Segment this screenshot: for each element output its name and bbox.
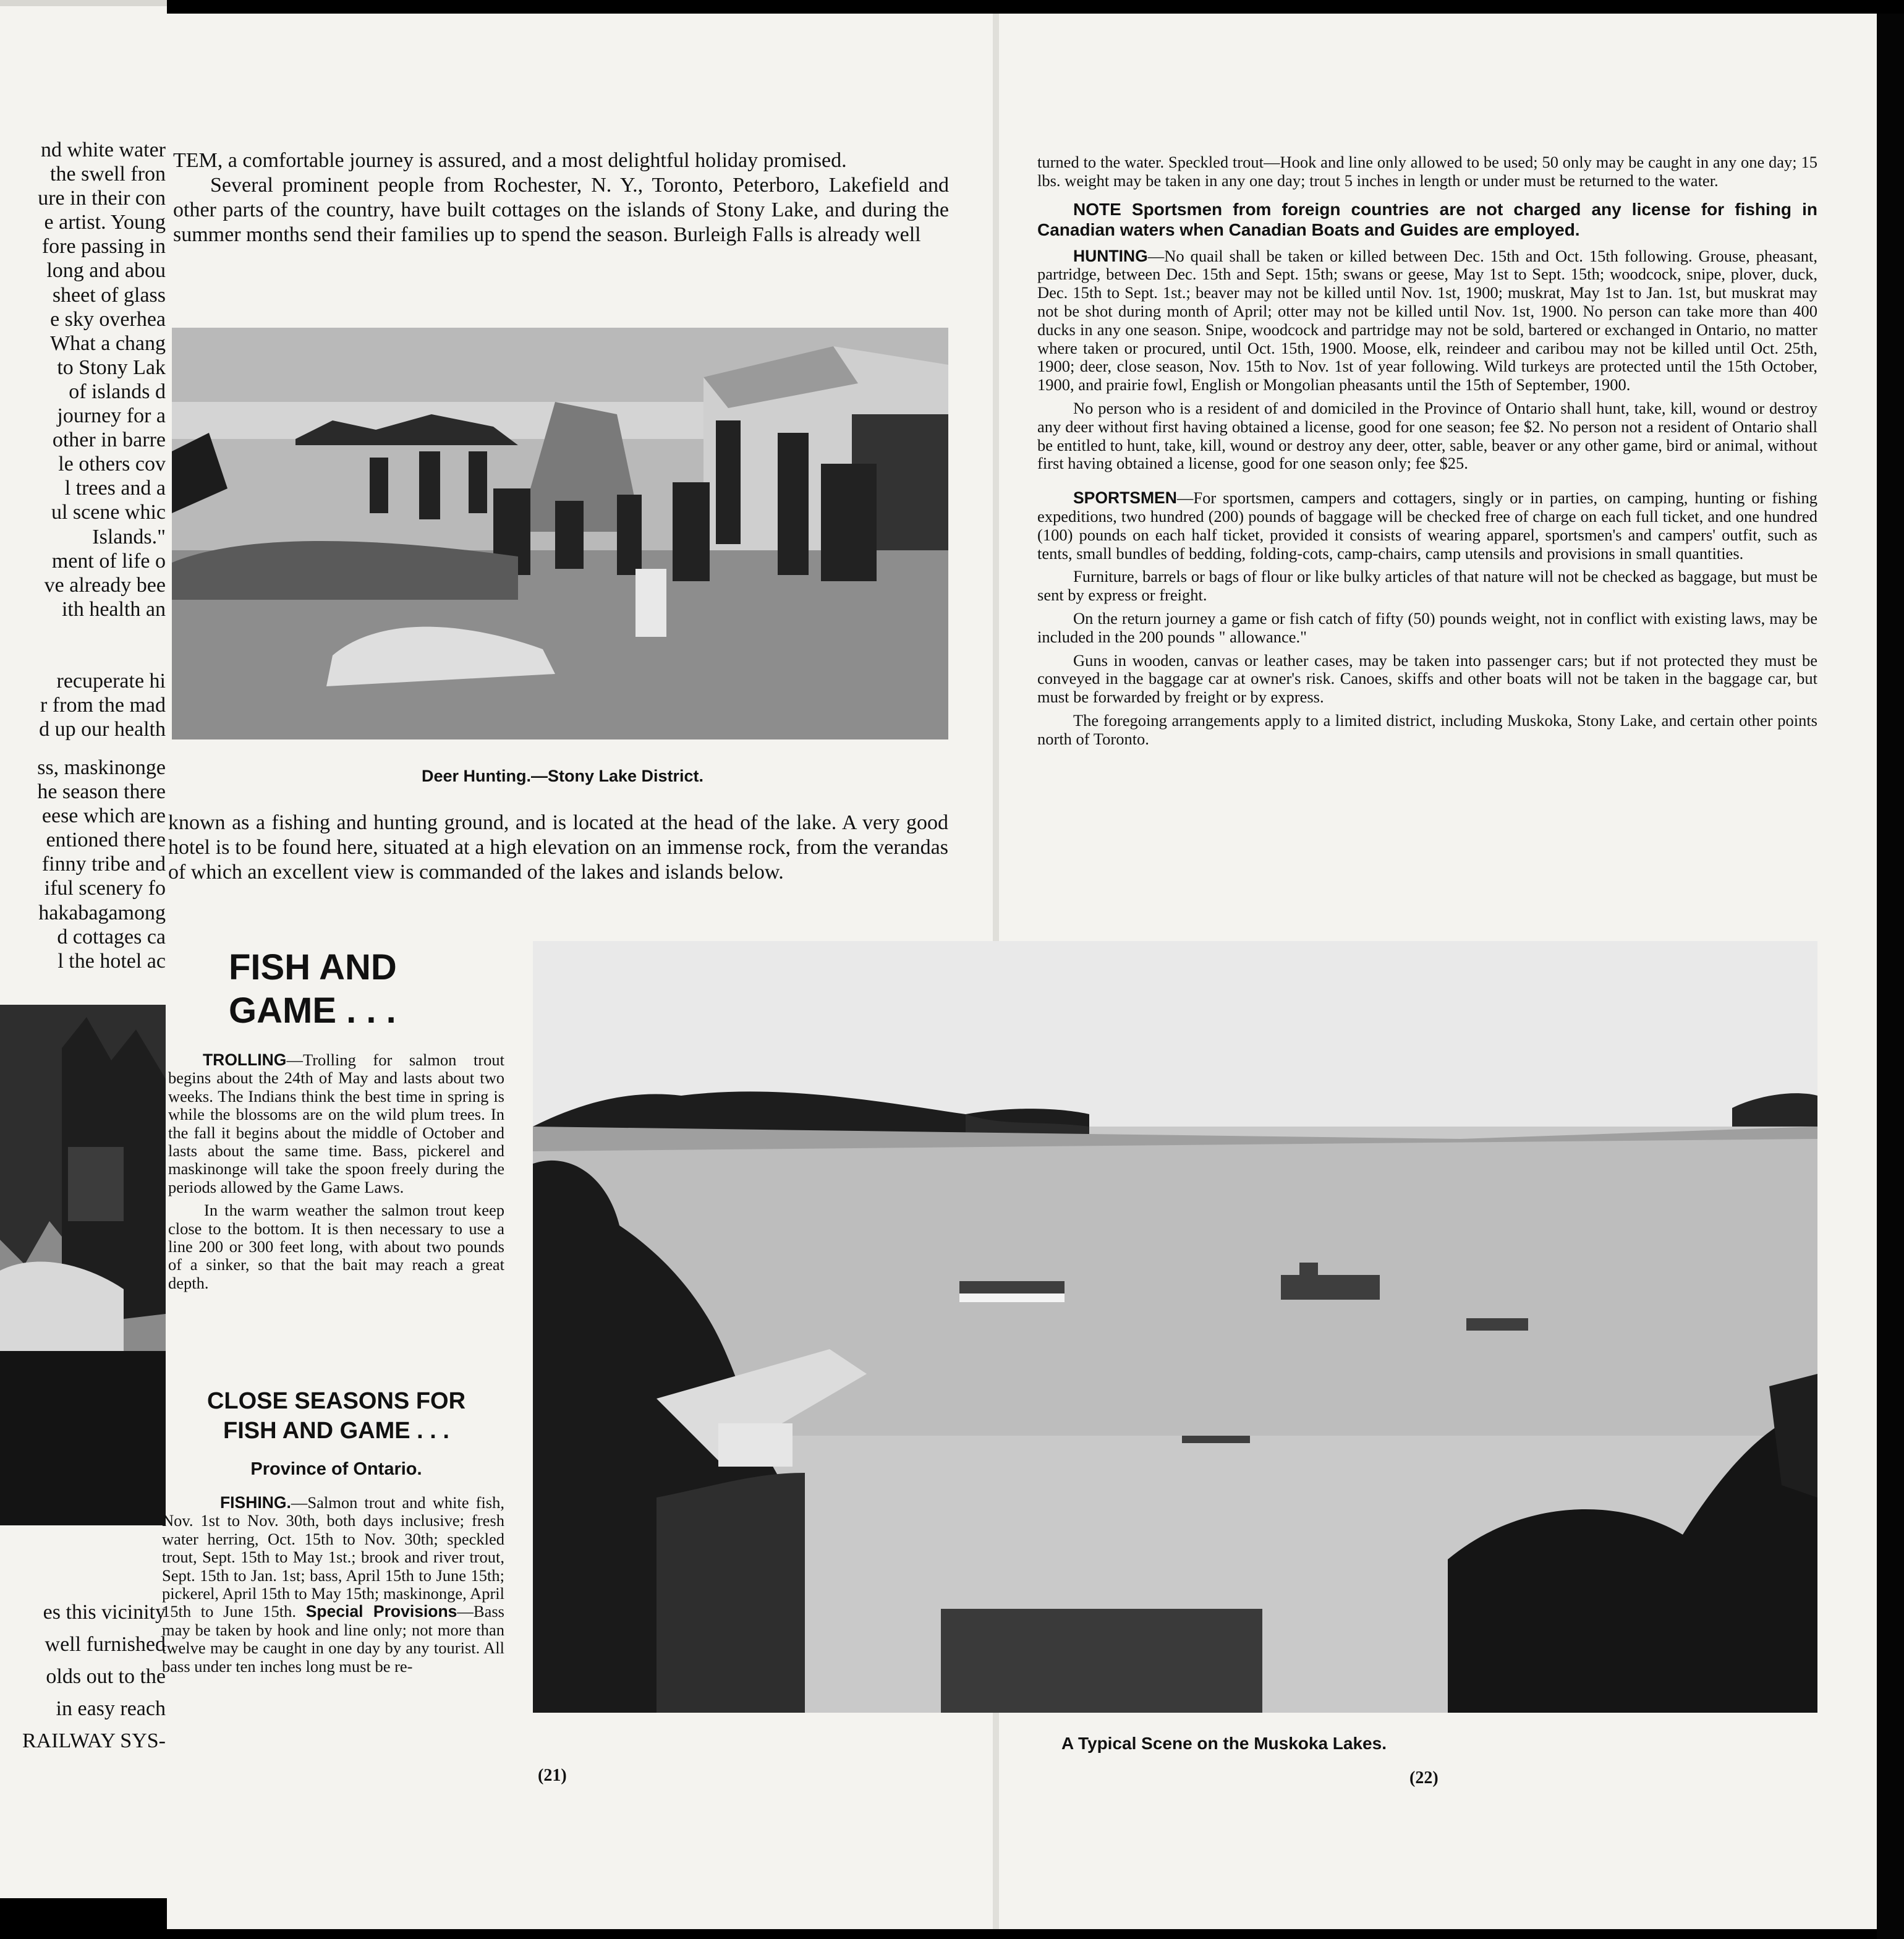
left-fragment-line: hakabagamong (38, 901, 166, 924)
page21-top-text (173, 148, 949, 247)
fishing-section: FISHING.—Salmon trout and white fish, Nov. 1st to Nov. 30th, both days inclusive; fresh water herring, Oct. 15th to Nov. 30th; speckled trout, Sept. 15th to May 1st.; brook and river trout, Sept. 15th to Jan. 1st; bass, April 15th to June 15th; pickerel, April 15th to May 15th; maskinonge, April 15th to June 15th. Special Provisions—Bass may be taken by hook and line only; not more than twelve may be caught in one day by any tourist. All bass under ten inches long must be re- (162, 1493, 504, 1676)
page21-after-photo-text: known as a fishing and hunting ground, and is located at the head of the lake. A very good hotel is to be found here, situated at a high elevation on an immense rock, from the verandas of which an excellent view is commanded of the lakes and islands below. (168, 811, 948, 884)
special-provisions-label: Special Provisions (305, 1602, 457, 1621)
left-fragment-line: ith health an (61, 597, 166, 621)
left-fragment-line: l the hotel ac (57, 949, 166, 973)
left-fragment-line: well furnished (45, 1633, 166, 1656)
page21-paragraph-1: TEM, a comfortable journey is assured, and a most delightful holiday promised. (173, 149, 847, 172)
right-edge-shadow (1877, 14, 1904, 1939)
left-fragment-line: other in barre (52, 428, 166, 452)
province-subheading: Province of Ontario. (250, 1459, 422, 1479)
deer-hunting-caption: Deer Hunting.—Stony Lake District. (421, 767, 704, 785)
left-fragment-text-mid (4, 669, 166, 746)
trolling-label: TROLLING (203, 1050, 287, 1069)
left-fragment-line: finny tribe and (41, 853, 166, 876)
left-fragment-line: RAILWAY SYS- (22, 1729, 166, 1752)
left-fragment-line: iful scenery fo (44, 877, 166, 900)
left-fragment-line: to Stony Lak (57, 356, 166, 379)
left-fragment-line: e sky overhea (50, 307, 166, 331)
fish-game-heading: FISH AND GAME . . . (229, 947, 397, 1031)
foregoing-text: The foregoing arrangements apply to a limited district, including Muskoka, Stony Lake, and certain other points north of Toronto. (1037, 710, 1817, 748)
note-text: Sportsmen from foreign countries are not charged any license for fishing in Canadian waters when Canadian Boats and Guides are employed. (1037, 199, 1818, 239)
page-number-21: (21) (538, 1766, 567, 1785)
left-fragment-line: recuperate hi (56, 670, 166, 692)
left-fragment-line: sheet of glass (52, 283, 166, 307)
left-fragment-line: d cottages ca (57, 925, 166, 948)
hunting-label: HUNTING (1073, 246, 1148, 265)
left-fragment-line: es this vicinity (43, 1601, 166, 1624)
trolling-section: TROLLING—Trolling for salmon trout begins about the 24th of May and lasts about two weeks. The Indians think the best time in spring is while the blossoms are on the wild plum trees. In the fall it begins about the middle of October and lasts about the same time. Bass, pickerel and maskinonge will take the spoon freely during the periods allowed by the Game Laws. In the warm weather the salmon trout keep close to the bottom. It is then necessary to use a line 200 or 300 feet long, with about two pounds of a sinker, so that the bait may reach a great depth. (168, 1050, 504, 1292)
guns-text: Guns in wooden, canvas or leather cases, may be taken into passenger cars; but if not protected they must be conveyed in the baggage car at owner's risk. Canoes, skiffs and other boats will not be taken in the baggage car, but must be forwarded by freight or by express. (1037, 650, 1817, 707)
left-fragment-line: nd white water (40, 138, 166, 161)
left-fragment-line: le others cov (58, 453, 166, 476)
left-fragment-line: ve already bee (44, 573, 166, 597)
left-fragment-line: eese which are (41, 804, 166, 828)
note-label: NOTE (1073, 199, 1121, 219)
left-fragment-line: Islands." (92, 525, 166, 548)
return-journey-text: On the return journey a game or fish catch of fifty (50) pounds weight, not in conflict with existing laws, may be included in the 200 pounds " allowance." (1037, 608, 1817, 646)
left-fragment-line: r from the mad (40, 694, 166, 717)
fishing-label: FISHING. (220, 1493, 291, 1512)
left-fragment-text-top (4, 138, 166, 626)
left-fragment-line: ment of life o (51, 549, 166, 573)
left-fragment-line: e artist. Young (44, 211, 166, 234)
left-fragment-line: he season there (37, 780, 166, 804)
page21-paragraph-2: Several prominent people from Rochester, N. Y., Toronto, Peterboro, Lakefield and other parts of the country, have built cottages on the islands of Stony Lake, and during the summer months send their families up to spend the season. Burleigh Falls is already well (173, 174, 949, 246)
left-fragment-line: entioned there (46, 829, 166, 852)
left-fragment-photo (0, 1005, 166, 1525)
left-fragment-line: l trees and a (64, 477, 166, 500)
muskoka-lakes-photo (533, 941, 1817, 1713)
left-fragment-line: long and abou (46, 259, 166, 283)
left-fragment-line: the swell fron (50, 163, 166, 186)
left-fragment-line: olds out to the (46, 1665, 166, 1688)
left-fragment-line: ul scene whic (51, 501, 166, 524)
page-number-22: (22) (1409, 1768, 1439, 1788)
sportsmen-label: SPORTSMEN (1073, 488, 1177, 508)
left-fragment-line: of islands d (69, 380, 166, 403)
left-fragment-line: What a chang (50, 331, 166, 355)
left-fragment-line: ss, maskinonge (37, 756, 166, 779)
left-fragment-line: d up our health (39, 718, 166, 741)
left-fragment-line: journey for a (57, 404, 166, 428)
close-seasons-heading: CLOSE SEASONS FOR FISH AND GAME . . . (206, 1388, 466, 1444)
left-fragment-line: fore passing in (41, 235, 166, 258)
muskoka-lakes-caption: A Typical Scene on the Muskoka Lakes. (1061, 1734, 1387, 1753)
deer-hunting-photo (172, 328, 948, 739)
left-fragment-text-lower (4, 756, 166, 978)
left-fragment-line: in easy reach (56, 1697, 166, 1720)
resident-license-text: No person who is a resident of and domiciled in the Province of Ontario shall hunt, take, kill, wound or destroy any deer without first having obtained a license, good for one season; fee $2. No person not a resident of Ontario shall be entitled to hunt, take, kill, wound or destroy any deer, otter, sable, beaver or any other game, bird or animal, without first having obtained a license, good for one season only; fee $25. (1037, 398, 1817, 473)
left-fragment-text-bottom (4, 1596, 166, 1757)
left-fragment-top-strip (0, 0, 167, 6)
left-fragment-line: ure in their con (38, 187, 166, 210)
furniture-text: Furniture, barrels or bags of flour or like bulky articles of that nature will not be checked as baggage, but must be sent by express or freight. (1037, 567, 1817, 605)
page22-text-block: turned to the water. Speckled trout—Hook and line only allowed to be used; 50 only may be caught in any one day; 15 lbs. weight may be taken in any one day; trout 5 inches in length or under must be returned to the water. NOTE Sportsmen from foreign countries are not charged any license for fishing in Canadian waters when Canadian Boats and Guides are employed. HUNTING—No quail shall be taken or killed between Dec. 15th and Oct. 15th following. Grouse, pheasant, partridge, between Dec. 15th and Sept. 15th; swans or geese, May 1st to Sept. 15th; woodcock, snipe, plover, duck, Dec. 15th to Sept. 1st.; beaver may not be killed until Nov. 1st, 1900; muskrat, May 1st to Jan. 1st, but muskrat may not be shot during month of April; otter may not be killed until Nov. 1st, 1900. No person can take more than 400 ducks in any one season. Snipe, woodcock and partridge may not be sold, bartered or exchanged in Ontario, no matter where taken or procured, until Oct. 15th, 1900. Moose, elk, reindeer and caribou may not be killed until Oct. 25th, 1900; deer, close season, Nov. 15th to Nov. 1st of year following. Wild turkeys are protected until the 15th October, 1900, and prairie fowl, English or Mongolian pheasants until the 15th of September, 1900. No person who is a resident of and domiciled in the Province of Ontario shall hunt, take, kill, wound or destroy any deer without first having obtained a license, good for one season; fee $2. No person not a resident of Ontario shall be entitled to hunt, take, kill, wound or destroy any deer, otter, sable, beaver or any other game, bird or animal, without first having obtained a license, good for one season only; fee $25. SPORTSMEN—For sportsmen, campers and cottagers, singly or in parties, on camping, hunting or fishing expeditions, two hundred (200) pounds of baggage will be checked free of charge on each full ticket, and one hundred (100) pounds on each half ticket, provided it consists of wearing apparel, sportsmen's and campers' outfit, such as tents, small bundles of bedding, folding-cots, camp-chairs, camp utensils and provisions in small quantities. Furniture, barrels or bags of flour or like bulky articles of that nature will not be checked as baggage, but must be sent by express or freight. On the return journey a game or fish catch of fifty (50) pounds weight, not in conflict with existing laws, may be included in the 200 pounds " allowance." Guns in wooden, canvas or leather cases, may be taken into passenger cars; but if not protected they must be conveyed in the baggage car at owner's risk. Canoes, skiffs and other boats will not be taken in the baggage car, but must be forwarded by freight or by express. The foregoing arrangements apply to a limited district, including Muskoka, Stony Lake, and certain other points north of Toronto. (1037, 153, 1818, 748)
